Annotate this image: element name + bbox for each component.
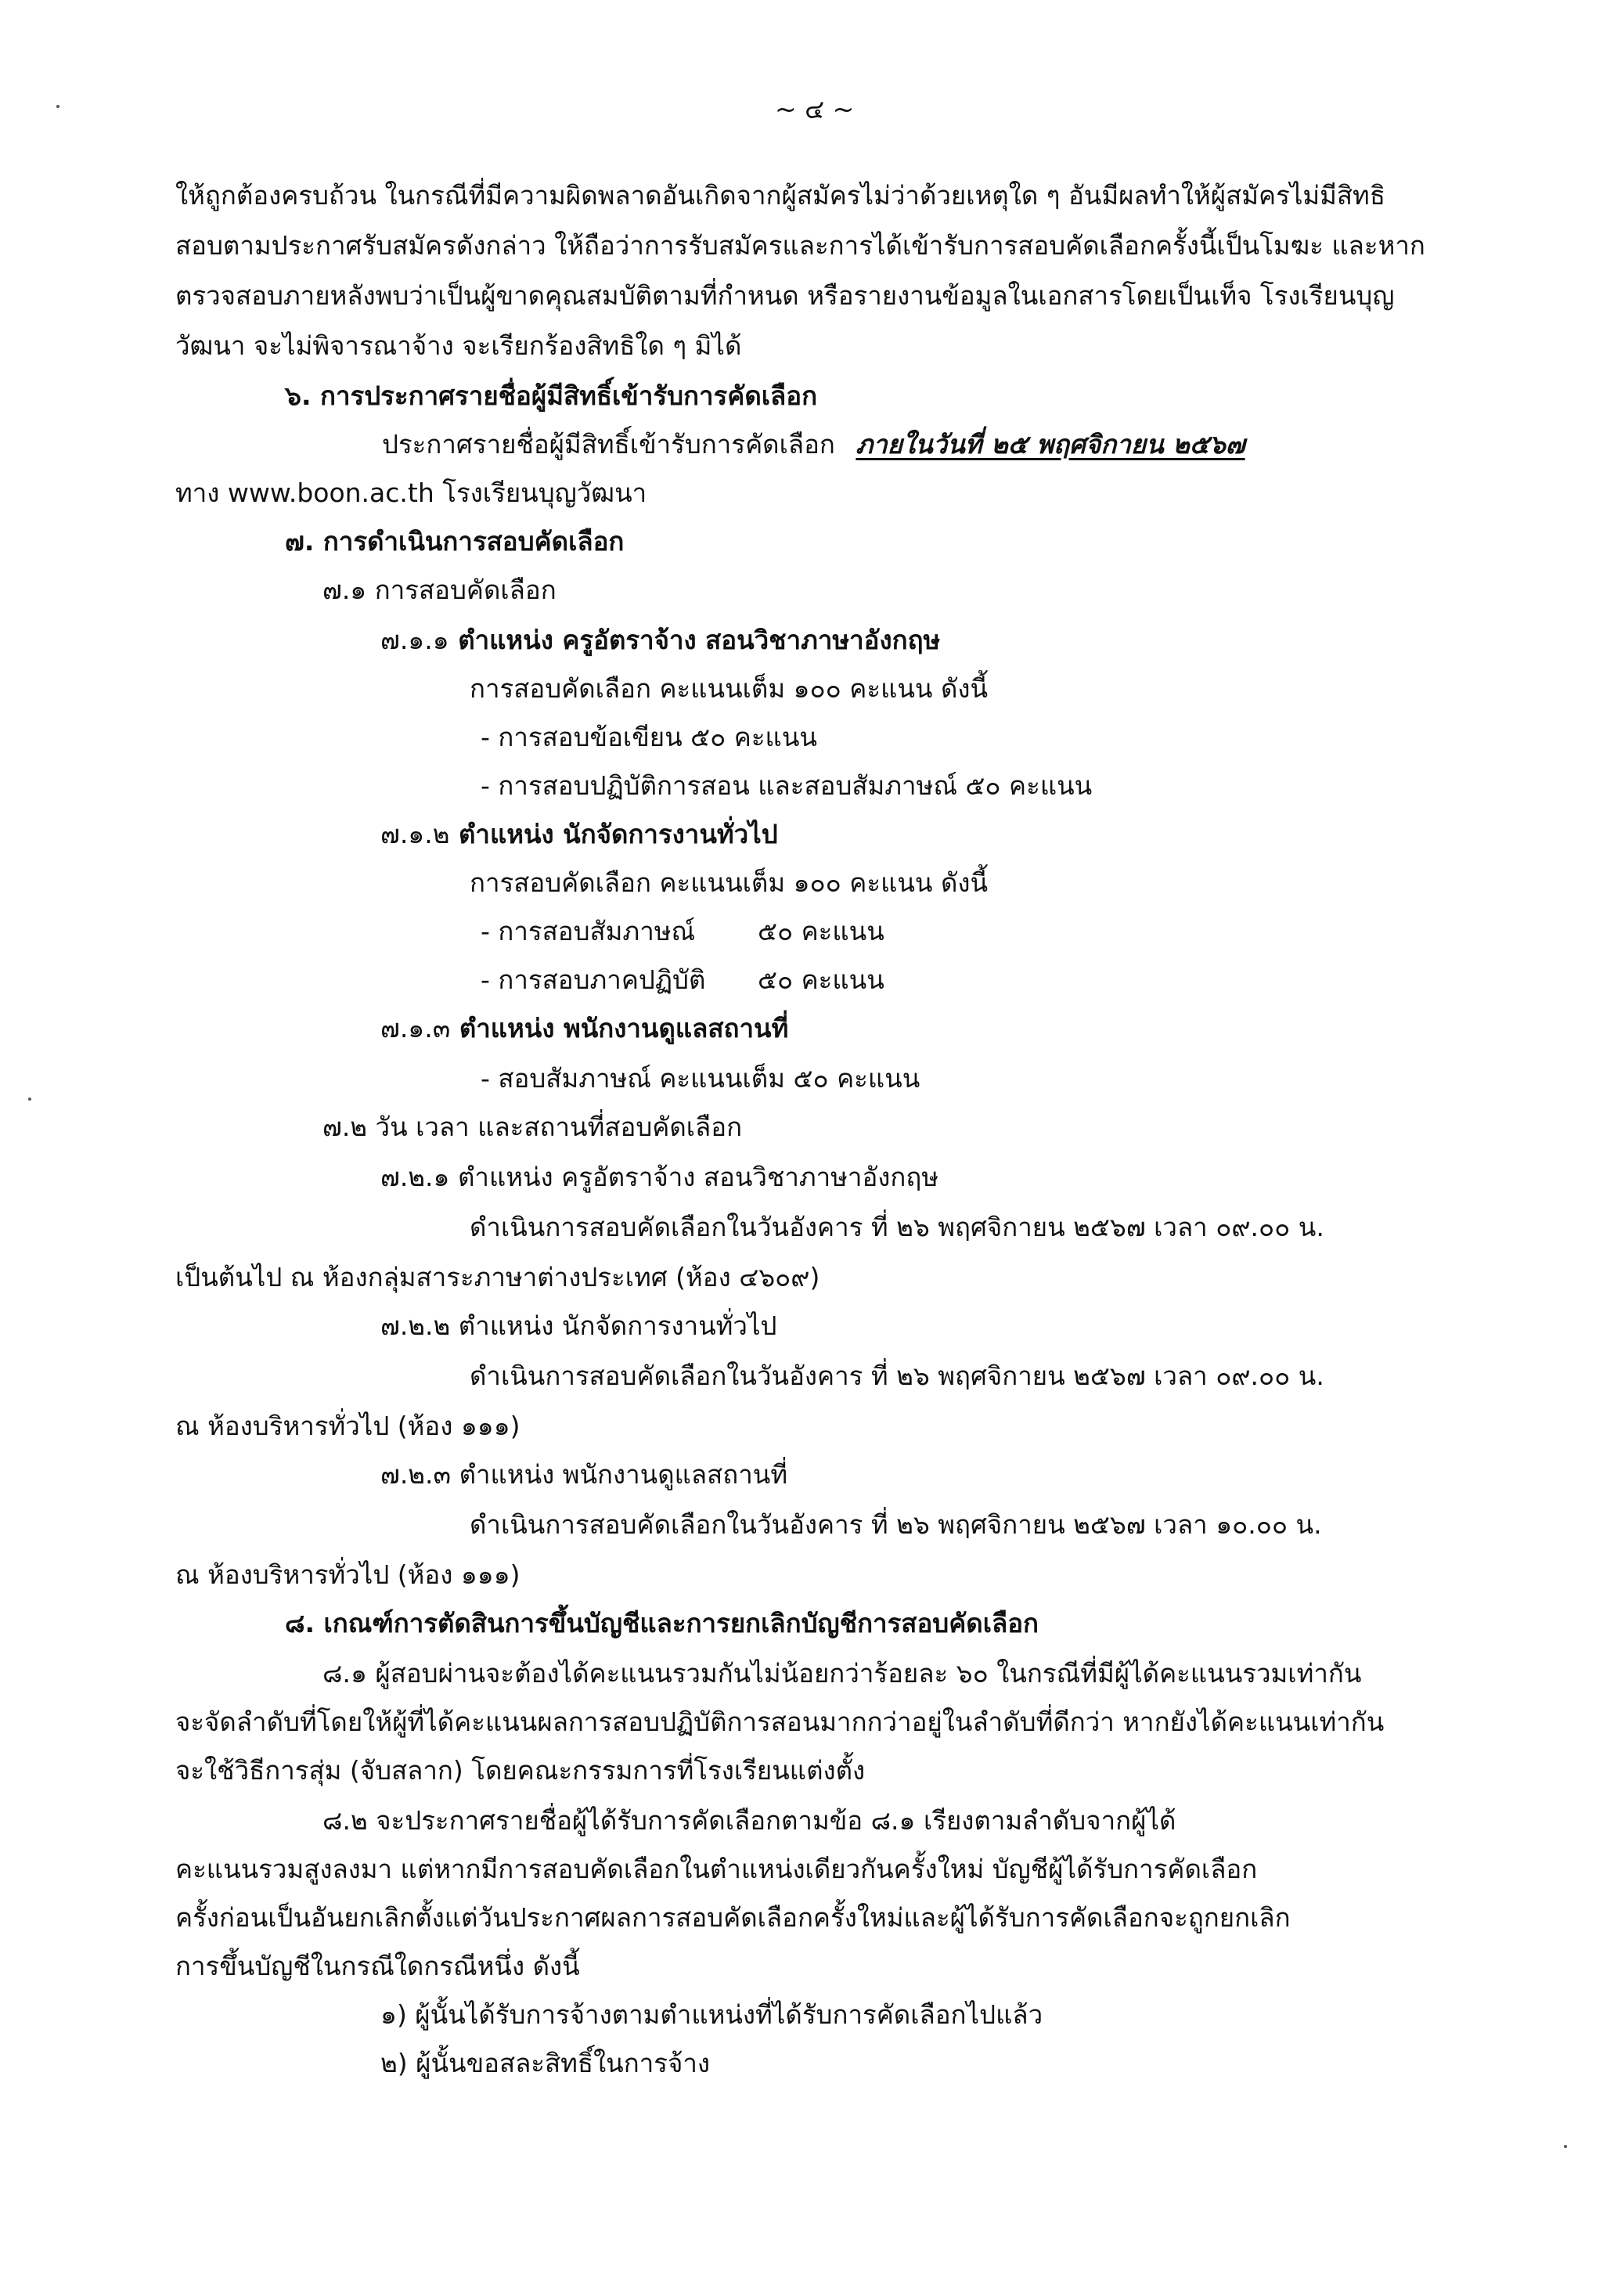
- section-7-2-heading: ๗.๒ วัน เวลา และสถานที่สอบคัดเลือก: [322, 1112, 743, 1142]
- exam-schedule: ดำเนินการสอบคัดเลือกในวันอังคาร ที่ ๒๖ พฤศจิกายน ๒๕๖๗ เวลา ๑๐.๐๐ น.: [470, 1509, 1322, 1540]
- section-8-2-line: ครั้งก่อนเป็นอันยกเลิกตั้งแต่วันประกาศผลการสอบคัดเลือกครั้งใหม่และผู้ได้รับการคัดเลือกจะถูกยกเลิก: [175, 1902, 1291, 1933]
- section-number: ๗.๑.๓: [380, 1013, 451, 1043]
- section-7-2-3-heading: ๗.๒.๓ ตำแหน่ง พนักงานดูแลสถานที่: [380, 1459, 788, 1490]
- exam-schedule: ดำเนินการสอบคัดเลือกในวันอังคาร ที่ ๒๖ พฤศจิกายน ๒๕๖๗ เวลา ๐๙.๐๐ น.: [470, 1361, 1324, 1391]
- exam-score: ๕๐ คะแนน: [758, 916, 884, 946]
- section-8-2-line: คะแนนรวมสูงลงมา แต่หากมีการสอบคัดเลือกในตำแหน่งเดียวกันครั้งใหม่ บัญชีผู้ได้รับการคัดเลือก: [175, 1854, 1258, 1884]
- list-item: ๑) ผู้นั้นได้รับการจ้างตามตำแหน่งที่ได้รับการคัดเลือกไปแล้ว: [380, 1999, 1043, 2030]
- exam-total: การสอบคัดเลือก คะแนนเต็ม ๑๐๐ คะแนน ดังนี้: [470, 673, 989, 704]
- section-6-heading: ๖. การประกาศรายชื่อผู้มีสิทธิ์เข้ารับการคัดเลือก: [285, 380, 818, 411]
- scan-speck: [1564, 2145, 1567, 2148]
- page-number: ~ ๔ ~: [775, 94, 855, 124]
- section-number: ๗.๑.๒: [380, 819, 450, 849]
- position-title: ตำแหน่ง พนักงานดูแลสถานที่: [459, 1013, 789, 1043]
- exam-location: เป็นต้นไป ณ ห้องกลุ่มสาระภาษาต่างประเทศ (ห้อง ๔๖๐๙): [175, 1262, 820, 1292]
- exam-item: - การสอบข้อเขียน ๕๐ คะแนน: [481, 722, 817, 752]
- section-7-2-1-heading: ๗.๒.๑ ตำแหน่ง ครูอัตราจ้าง สอนวิชาภาษาอังกฤษ: [380, 1162, 939, 1192]
- announcement-date: ภายในวันที่ ๒๕ พฤศจิกายน ๒๕๖๗: [856, 429, 1245, 460]
- section-8-2-line: ๘.๒ จะประกาศรายชื่อผู้ได้รับการคัดเลือกตามข้อ ๘.๑ เรียงตามลำดับจากผู้ได้: [322, 1805, 1176, 1836]
- section-6-website-line: ทาง www.boon.ac.th โรงเรียนบุญวัฒนา: [175, 478, 647, 508]
- exam-item: - การสอบสัมภาษณ์: [481, 916, 696, 946]
- section-7-2-2-heading: ๗.๒.๒ ตำแหน่ง นักจัดการงานทั่วไป: [380, 1310, 777, 1341]
- exam-location: ณ ห้องบริหารทั่วไป (ห้อง ๑๑๑): [175, 1559, 521, 1590]
- list-item: ๒) ผู้นั้นขอสละสิทธิ์ในการจ้าง: [380, 2048, 710, 2078]
- intro-line: ตรวจสอบภายหลังพบว่าเป็นผู้ขาดคุณสมบัติตามที่กำหนด หรือรายงานข้อมูลในเอกสารโดยเป็นเท็จ โรงเรียนบุญ: [175, 280, 1395, 311]
- exam-schedule: ดำเนินการสอบคัดเลือกในวันอังคาร ที่ ๒๖ พฤศจิกายน ๒๕๖๗ เวลา ๐๙.๐๐ น.: [470, 1212, 1324, 1242]
- position-title: ตำแหน่ง ครูอัตราจ้าง สอนวิชาภาษาอังกฤษ: [458, 625, 941, 655]
- intro-line: สอบตามประกาศรับสมัครดังกล่าว ให้ถือว่าการรับสมัครและการได้เข้ารับการสอบคัดเลือกครั้งนี้เป็นโมฆะ และหาก: [175, 230, 1425, 261]
- section-8-1-line: จะจัดลำดับที่โดยให้ผู้ที่ได้คะแนนผลการสอบปฏิบัติการสอนมากกว่าอยู่ในลำดับที่ดีกว่า หากยังได้คะแนนเท่ากัน: [175, 1707, 1385, 1737]
- section-7-1-1-heading: [380, 623, 940, 658]
- section-7-1-heading: ๗.๑ การสอบคัดเลือก: [322, 575, 557, 605]
- section-7-heading: ๗. การดำเนินการสอบคัดเลือก: [285, 526, 625, 557]
- exam-location: ณ ห้องบริหารทั่วไป (ห้อง ๑๑๑): [175, 1411, 521, 1441]
- intro-line: ให้ถูกต้องครบถ้วน ในกรณีที่มีความผิดพลาดอันเกิดจากผู้สมัครไม่ว่าด้วยเหตุใด ๆ อันมีผลทำให้ผู้สมัครไม่มีสิทธิ: [175, 180, 1385, 211]
- section-7-1-2-heading: [380, 817, 778, 852]
- exam-item: - สอบสัมภาษณ์ คะแนนเต็ม ๕๐ คะแนน: [481, 1063, 920, 1094]
- section-8-heading: ๘. เกณฑ์การตัดสินการขึ้นบัญชีและการยกเลิกบัญชีการสอบคัดเลือก: [285, 1608, 1039, 1638]
- section-6-text: ประกาศรายชื่อผู้มีสิทธิ์เข้ารับการคัดเลือก: [382, 429, 835, 460]
- section-8-2-line: การขึ้นบัญชีในกรณีใดกรณีหนึ่ง ดังนี้: [175, 1951, 580, 1981]
- scan-speck: [28, 1098, 31, 1101]
- scan-speck: [56, 105, 59, 108]
- exam-item: - การสอบปฏิบัติการสอน และสอบสัมภาษณ์ ๕๐ คะแนน: [481, 770, 1093, 801]
- intro-line: วัฒนา จะไม่พิจารณาจ้าง จะเรียกร้องสิทธิใด ๆ มิได้: [175, 330, 742, 361]
- section-7-1-3-heading: [380, 1011, 788, 1046]
- section-8-1-line: ๘.๑ ผู้สอบผ่านจะต้องได้คะแนนรวมกันไม่น้อยกว่าร้อยละ ๖๐ ในกรณีที่มีผู้ได้คะแนนรวมเท่ากัน: [322, 1658, 1362, 1689]
- exam-total: การสอบคัดเลือก คะแนนเต็ม ๑๐๐ คะแนน ดังนี้: [470, 867, 989, 898]
- exam-item: - การสอบภาคปฏิบัติ: [481, 964, 706, 995]
- section-number: ๗.๑.๑: [380, 625, 449, 655]
- section-8-1-line: จะใช้วิธีการสุ่ม (จับสลาก) โดยคณะกรรมการที่โรงเรียนแต่งตั้ง: [175, 1755, 866, 1786]
- exam-score: ๕๐ คะแนน: [758, 964, 884, 995]
- position-title: ตำแหน่ง นักจัดการงานทั่วไป: [459, 819, 778, 849]
- section-6-line: [382, 427, 1245, 462]
